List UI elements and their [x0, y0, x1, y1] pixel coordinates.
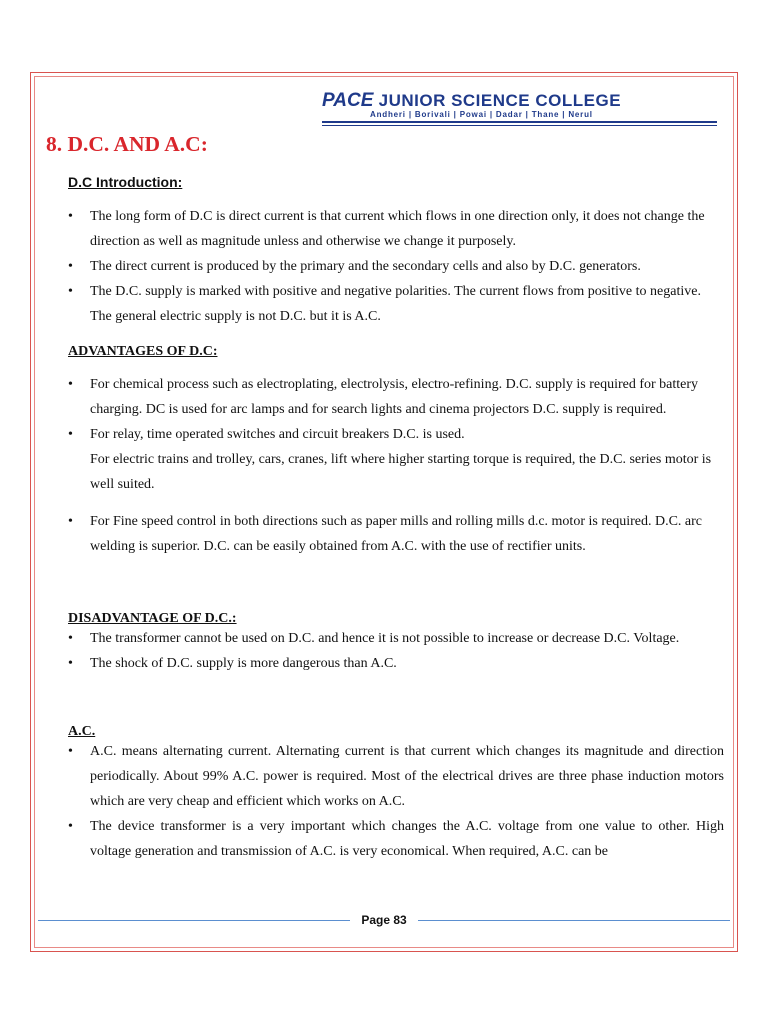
dc-intro-list [68, 204, 724, 329]
list-item [68, 204, 724, 254]
bullet-icon: • [68, 819, 73, 834]
list-item-text: The D.C. supply is marked with positive and negative polarities. The current flows from positive to negative. The general electric supply is not D.C. but it is A.C. [90, 284, 701, 324]
list-item [68, 509, 724, 559]
footer-rule-left [38, 920, 350, 921]
list-item-text: For chemical process such as electroplating, electrolysis, electro-refining. D.C. supply is required for battery charging. DC is used for arc lamps and for search lights and cinema projectors D.C. supply is required. [90, 377, 699, 417]
list-item-text: The long form of D.C is direct current is that current which flows in one direction only, it does not change the direction as well as magnitude unless and otherwise we change it purposely. [90, 209, 705, 249]
logo-text [322, 90, 621, 112]
logo-college-name: JUNIOR SCIENCE COLLEGE [373, 91, 622, 110]
list-item [68, 279, 724, 329]
list-item-text: For electric trains and trolley, cars, cranes, lift where higher starting torque is required, the D.C. series motor is well suited. [90, 452, 712, 492]
ac-list [68, 739, 724, 864]
list-item-text: The direct current is produced by the primary and the secondary cells and also by D.C. generators. [90, 259, 641, 274]
bullet-icon: • [68, 377, 73, 392]
bullet-icon: • [68, 284, 73, 299]
logo-pace: PACE [322, 90, 374, 111]
list-item [68, 372, 724, 422]
bullet-icon: • [68, 744, 73, 759]
page-number: Page 83 [361, 913, 407, 927]
logo-branches: Andheri | Borivali | Powai | Dadar | Thane | Nerul [370, 110, 593, 119]
list-item-text: The transformer cannot be used on D.C. and hence it is not possible to increase or decrease D.C. Voltage. [90, 631, 680, 646]
advantages-heading: ADVANTAGES OF D.C: [68, 344, 218, 359]
list-item-text: The shock of D.C. supply is more dangerous than A.C. [90, 656, 397, 671]
list-item-text: The device transformer is a very important which changes the A.C. voltage from one value to other. High voltage generation and transmission of A.C. is very economical. When required, A.C. can be [90, 819, 724, 859]
bullet-icon: • [68, 259, 73, 274]
list-item-text: For relay, time operated switches and circuit breakers D.C. is used. [90, 427, 465, 442]
logo-underline-thin [322, 125, 717, 126]
bullet-icon: • [68, 427, 73, 442]
list-item [68, 651, 724, 676]
bullet-icon: • [68, 631, 73, 646]
bullet-icon: • [68, 209, 73, 224]
disadvantage-list [68, 626, 724, 676]
logo-underline [322, 121, 717, 123]
footer-rule-right [418, 920, 730, 921]
list-item-text: For Fine speed control in both directions such as paper mills and rolling mills d.c. motor is required. D.C. arc welding is superior. D.C. can be easily obtained from A.C. with the use of rectifier units. [90, 514, 703, 554]
list-item [68, 254, 724, 279]
list-item [68, 814, 724, 864]
list-item [68, 739, 724, 814]
disadvantage-heading: DISADVANTAGE OF D.C.: [68, 611, 237, 626]
list-item [68, 422, 724, 497]
chapter-title: 8. D.C. AND A.C: [46, 132, 208, 156]
dc-introduction-heading: D.C Introduction: [68, 174, 183, 190]
bullet-icon: • [68, 656, 73, 671]
advantages-list [68, 372, 724, 559]
ac-heading: A.C. [68, 724, 96, 739]
college-logo [322, 90, 717, 128]
list-item-text: A.C. means alternating current. Alternating current is that current which changes its magnitude and direction periodically. About 99% A.C. power is required. Most of the electrical drives are three phase induction motors which are very cheap and efficient which works on A.C. [90, 744, 724, 809]
bullet-icon: • [68, 514, 73, 529]
list-item [68, 626, 724, 651]
